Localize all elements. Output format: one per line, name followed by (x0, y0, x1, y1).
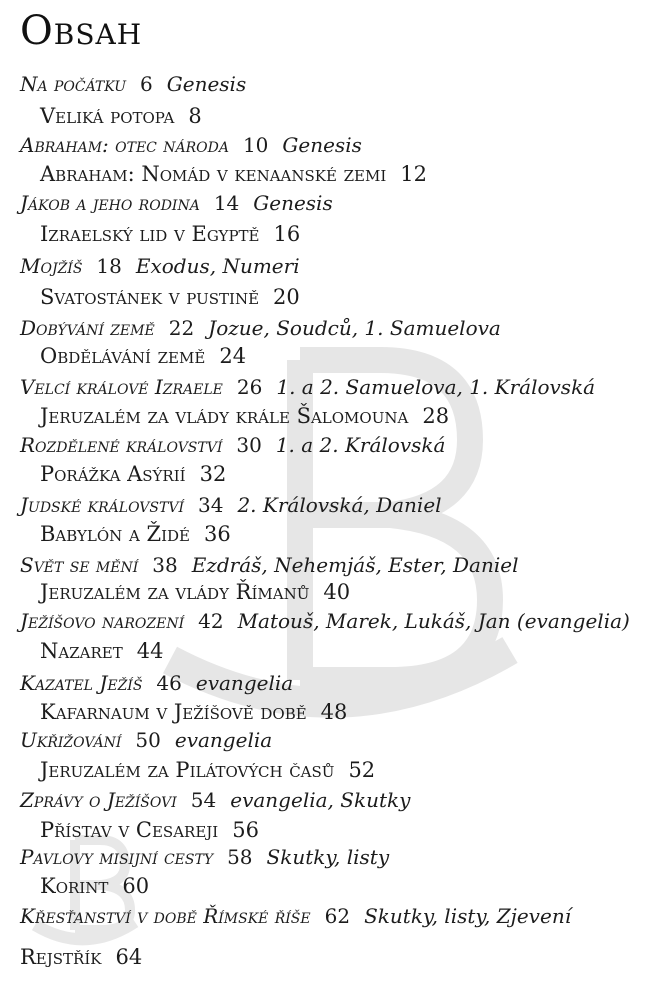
entry-page-number: 48 (320, 700, 348, 724)
toc-section-entry (20, 74, 246, 94)
entry-title: Jákob a jeho rodina (20, 191, 200, 215)
entry-title: Porážka Asýrií (40, 462, 186, 486)
entry-title: Rozdělené království (20, 433, 223, 457)
entry-page-number: 38 (152, 553, 178, 577)
entry-source-books: evangelia (174, 728, 273, 752)
entry-title: Na počátku (20, 72, 127, 96)
entry-source-books: 1. a 2. Samuelova, 1. Královská (276, 375, 596, 399)
toc-subentry (40, 582, 350, 603)
entry-page-number: 46 (156, 671, 182, 695)
toc-section-entry (20, 906, 571, 926)
toc-subentry (40, 406, 449, 427)
entry-page-number: 36 (204, 522, 231, 546)
entry-page-number: 12 (400, 162, 427, 186)
entry-page-number: 22 (168, 316, 195, 340)
entry-title: Judské království (20, 493, 184, 517)
toc-subentry (40, 464, 226, 485)
entry-title: Abraham: otec národa (20, 133, 229, 157)
entry-title: Křesťanství v době Římské říše (20, 904, 311, 928)
entry-source-books: Ezdráš, Nehemjáš, Ester, Daniel (191, 553, 519, 577)
entry-title: Veliká potopa (40, 104, 175, 128)
toc-index-entry (20, 947, 142, 968)
entry-source-books: 1. a 2. Královská (275, 433, 446, 457)
entry-title: Zprávy o Ježíšovi (20, 788, 177, 812)
entry-source-books: Genesis (166, 72, 247, 96)
entry-page-number: 40 (323, 580, 351, 604)
page-title: Obsah (20, 8, 143, 54)
entry-source-books: Exodus, Numeri (135, 254, 300, 278)
toc-subentry (40, 760, 375, 781)
entry-title: Babylón a Židé (40, 522, 190, 546)
entry-title: Přístav v Cesareji (40, 818, 219, 842)
entry-title: Kazatel Ježíš (20, 671, 143, 695)
entry-title: Obdělávání země (40, 344, 206, 368)
toc-section-entry (20, 135, 362, 155)
entry-page-number: 44 (136, 639, 164, 663)
entry-title: Dobývání země (20, 316, 155, 340)
entry-title: Ježíšovo narození (20, 609, 185, 633)
toc-subentry (40, 702, 347, 723)
entry-page-number: 34 (198, 493, 224, 517)
entry-title: Svět se mění (20, 553, 139, 577)
toc-section-entry (20, 790, 410, 810)
entry-page-number: 64 (115, 945, 143, 969)
toc-subentry (40, 641, 163, 662)
entry-source-books: evangelia, Skutky (230, 788, 411, 812)
toc-subentry (40, 287, 300, 308)
entry-source-books: Jozue, Soudců, 1. Samuelova (208, 316, 501, 340)
entry-page-number: 20 (273, 285, 300, 309)
toc-subentry (40, 224, 300, 245)
entry-title: Jeruzalém za vlády krále Šalomouna (40, 404, 409, 428)
entry-page-number: 30 (236, 433, 262, 457)
entry-source-books: evangelia (195, 671, 294, 695)
entry-title: Mojžíš (20, 254, 83, 278)
entry-page-number: 60 (122, 874, 150, 898)
toc-section-entry (20, 318, 501, 338)
entry-source-books: 2. Královská, Daniel (237, 493, 442, 517)
entry-page-number: 14 (213, 191, 240, 215)
entry-title: Izraelský lid v Egyptě (40, 222, 260, 246)
toc-section-entry (20, 611, 630, 631)
toc-subentry (40, 524, 231, 545)
entry-source-books: Matouš, Marek, Lukáš, Jan (evangelia) (237, 609, 630, 633)
toc-section-entry (20, 730, 272, 750)
toc-subentry (40, 820, 259, 841)
toc-section-entry (20, 495, 442, 515)
toc-subentry (40, 346, 246, 367)
toc-subentry (40, 106, 202, 127)
entry-page-number: 28 (422, 404, 450, 428)
entry-title: Nazaret (40, 639, 123, 663)
entry-title: Svatostánek v pustině (40, 285, 260, 309)
entry-title: Abraham: Nomád v kenaanské zemi (40, 162, 387, 186)
entry-page-number: 6 (140, 72, 153, 96)
toc-section-entry (20, 193, 333, 213)
entry-title: Jeruzalém za vlády Římanů (40, 580, 310, 604)
toc-subentry (40, 164, 427, 185)
entry-title: Ukřižování (20, 728, 122, 752)
entry-title: Pavlovy misijní cesty (20, 845, 214, 869)
entry-page-number: 18 (96, 254, 122, 278)
entry-page-number: 50 (135, 728, 161, 752)
toc-section-entry (20, 377, 595, 397)
entry-page-number: 58 (227, 845, 253, 869)
toc-subentry (40, 876, 149, 897)
entry-source-books: Genesis (253, 191, 333, 215)
entry-page-number: 52 (348, 758, 376, 782)
entry-page-number: 32 (199, 462, 227, 486)
entry-page-number: 24 (219, 344, 247, 368)
entry-page-number: 54 (190, 788, 217, 812)
toc-section-entry (20, 555, 519, 575)
entry-page-number: 8 (188, 104, 202, 128)
toc-section-entry (20, 435, 445, 455)
entry-source-books: Genesis (282, 133, 362, 157)
entry-title: Korint (40, 874, 109, 898)
entry-title: Kafarnaum v Ježíšově době (40, 700, 307, 724)
entry-page-number: 10 (242, 133, 269, 157)
entry-title: Jeruzalém za Pilátových časů (40, 758, 335, 782)
entry-page-number: 26 (236, 375, 263, 399)
entry-page-number: 62 (324, 904, 351, 928)
entry-source-books: Skutky, listy (266, 845, 390, 869)
entry-page-number: 16 (273, 222, 301, 246)
entry-page-number: 42 (198, 609, 224, 633)
entry-page-number: 56 (232, 818, 259, 842)
entry-title: Velcí králové Izraele (20, 375, 223, 399)
entry-title: Rejstřík (20, 945, 102, 969)
entry-source-books: Skutky, listy, Zjevení (364, 904, 572, 928)
toc-section-entry (20, 673, 293, 693)
toc-section-entry (20, 256, 300, 276)
toc-section-entry (20, 847, 389, 867)
